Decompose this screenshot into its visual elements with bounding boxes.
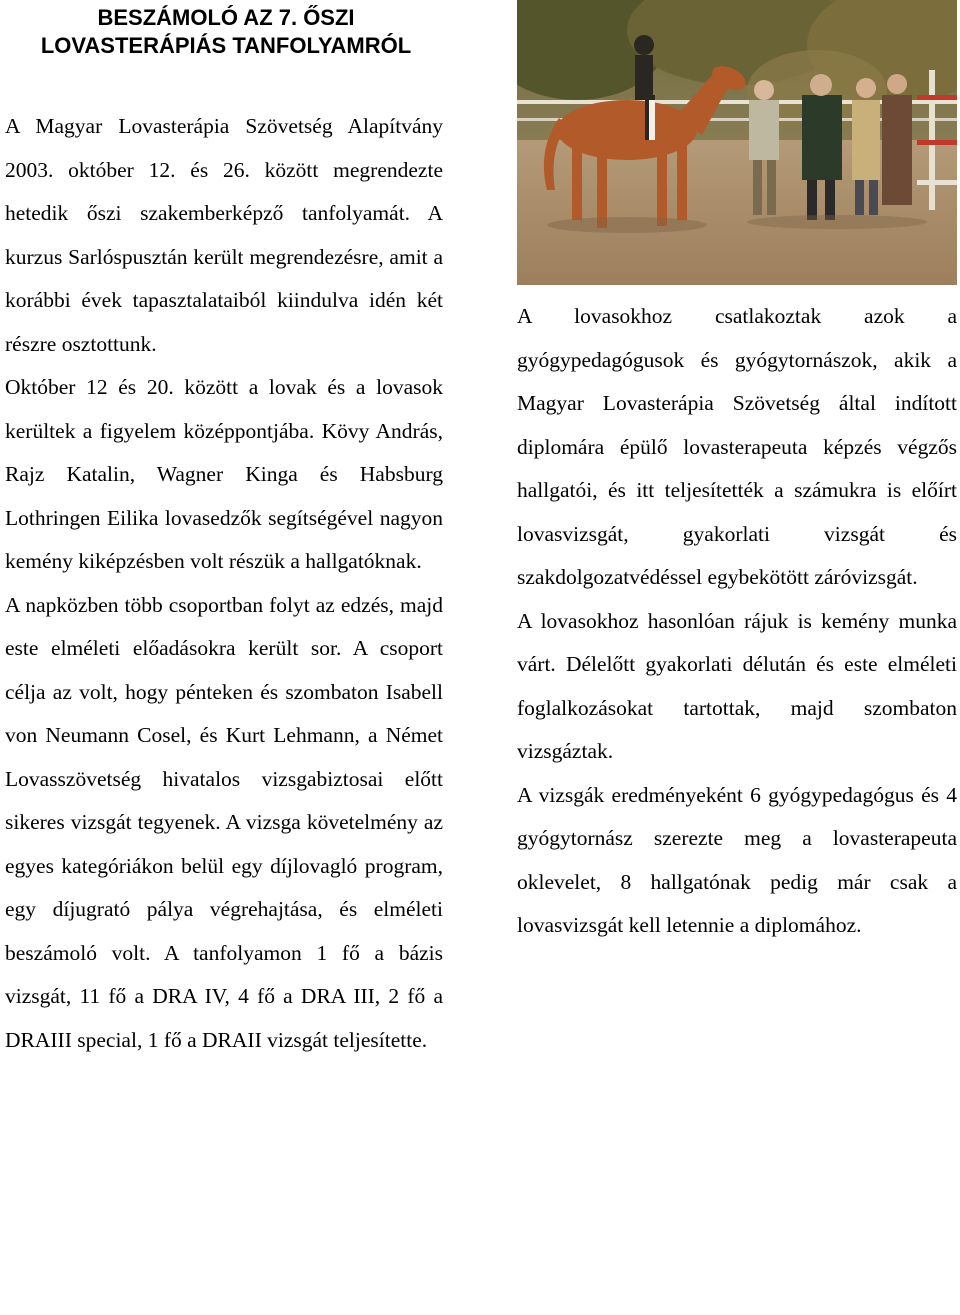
paragraph: Október 12 és 20. között a lovak és a lovasok kerültek a figyelem középpontjába. Kövy András, Rajz Katalin, Wagner Kinga és Habsburg Lothringen Eilika lovasedzők segítségével nagyon kemény kiképzésben volt részük a hallgatóknak. (5, 375, 443, 573)
title-line-1: BESZÁMOLÓ AZ 7. ŐSZI (97, 5, 355, 30)
paragraph: A napközben több csoportban folyt az edzés, majd este elméleti előadásokra került sor. A csoport célja az volt, hogy pénteken és szombaton Isabell von Neumann Cosel, és Kurt Lehmann, a Német Lovasszövetség hivatalos vizsgabiztosai előtt sikeres vizsgát tegyenek. A vizsga követelmény az egyes kategóriákon belül egy díjlovagló program, egy díjugrató pálya végrehajtása, és elméleti beszámoló volt. A tanfolyamon 1 fő a bázis vizsgát, 11 fő a DRA IV, 4 fő a DRA III, 2 fő a DRAIII special, 1 fő a DRAII vizsgát teljesítette. (5, 592, 443, 1052)
horse-arena-photo (517, 0, 957, 285)
right-column (517, 295, 957, 948)
left-column (5, 105, 443, 1062)
paragraph: A lovasokhoz csatlakoztak azok a gyógypedagógusok és gyógytornászok, akik a Magyar Lovasterápia Szövetség által indított diplomára épülő lovasterapeuta képzés végzős hallgatói, és itt teljesítették a számukra is előírt lovasvizsgát, gyakorlati vizsgát és szakdolgozatvédéssel egybekötött záróvizsgát. (517, 304, 957, 589)
paragraph: A lovasokhoz hasonlóan rájuk is kemény munka várt. Délelőtt gyakorlati délután és este elméleti foglalkozásokat tartottak, majd szombaton vizsgáztak. (517, 608, 957, 763)
paragraph: A vizsgák eredményeként 6 gyógypedagógus és 4 gyógytornász szerezte meg a lovasterapeuta oklevelet, 8 hallgatónak pedig már csak a lovasvizsgát kell letennie a diplomához. (517, 782, 957, 937)
paragraph: A Magyar Lovasterápia Szövetség Alapítvány 2003. október 12. és 26. között megrendezte hetedik őszi szakemberképző tanfolyamát. A kurzus Sarlóspusztán került megrendezésre, amit a korábbi évek tapasztalataiból kiindulva idén két részre osztottunk. (5, 114, 443, 356)
title-line-2: LOVASTERÁPIÁS TANFOLYAMRÓL (40, 33, 412, 58)
article-title (6, 4, 446, 60)
